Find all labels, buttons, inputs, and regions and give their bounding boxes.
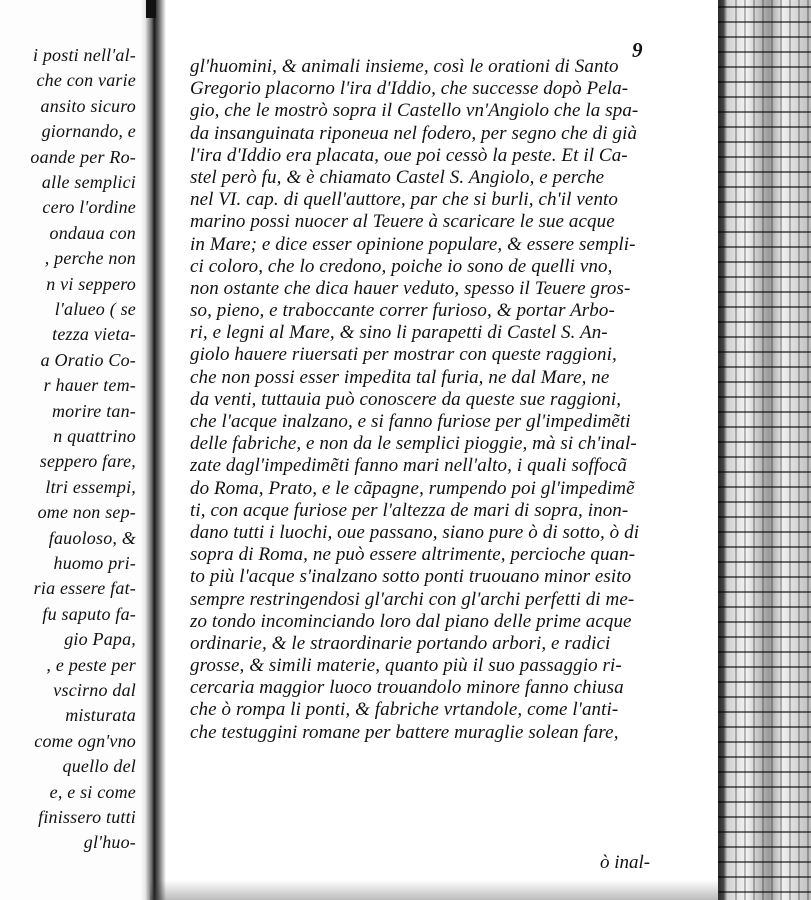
- text-line: ci coloro, che lo credono, poiche io sono de quelli vno,: [190, 255, 613, 277]
- text-line: gl'huomini, & animali insieme, così le orationi di Santo: [190, 56, 619, 77]
- text-line: grosse, & simili materie, quanto più il suo passaggio ri-: [190, 655, 622, 677]
- text-line: ri, e legni al Mare, & sino li parapetti di Castel S. An-: [190, 322, 608, 344]
- text-line: sempre restringendosi gl'archi con gl'archi perfetti di me-: [190, 588, 635, 610]
- left-page-line: fauoloso, &: [48, 527, 136, 548]
- left-page-line: cero l'ordine: [42, 197, 136, 218]
- left-page-line: i posti nell'al-: [32, 45, 136, 65]
- left-page-line: ome non sep-: [37, 502, 136, 523]
- text-line: gio, che le mostrò sopra il Castello vn'Angiolo che la spa-: [190, 100, 639, 122]
- book-gutter: [140, 0, 166, 900]
- text-line: l'ira d'Iddio era placata, oue poi cessò la peste. Et il Ca-: [190, 144, 628, 166]
- text-line: ti, con acque furiose per l'altezza de mari di sopra, inon-: [190, 499, 629, 521]
- left-page-line: huomo pri-: [53, 553, 136, 573]
- page-number: 9: [632, 38, 643, 62]
- left-page-line: ltri essempi,: [45, 476, 136, 497]
- text-line: zate dagl'impedimẽti fanno mari nell'alto, i quali soffocã: [190, 455, 628, 477]
- left-page-line: gio Papa,: [64, 629, 136, 650]
- left-page-line: seppero fare,: [39, 451, 136, 472]
- text-line: non ostante che dica hauer veduto, spesso il Teuere gros-: [190, 277, 631, 299]
- left-page-line: vscirno dal: [53, 680, 136, 700]
- left-page-line: , e peste per: [46, 654, 136, 675]
- text-line: che ò rompa li ponti, & fabriche vrtandole, come l'anti-: [190, 699, 619, 721]
- text-line: sopra di Roma, ne può essere altrimente, percioche quan-: [190, 544, 636, 566]
- left-page-line: ria essere fat-: [33, 578, 136, 599]
- text-line: delle fabriche, e non da le semplici pioggie, mà si ch'inal-: [190, 433, 637, 455]
- left-page-line: alle semplici: [41, 172, 136, 192]
- page-edge-texture: [735, 0, 811, 900]
- text-line: dano tutti i luochi, oue passano, siano pure ò di sotto, ò di: [190, 521, 640, 543]
- left-page-line: quello del: [62, 756, 136, 777]
- left-page-line: , perche non: [44, 248, 136, 269]
- bottom-shadow: [150, 880, 720, 900]
- text-line: stel però fu, & è chiamato Castel S. Angiolo, e perche: [190, 166, 605, 188]
- left-page-line: oande per Ro-: [30, 146, 136, 167]
- text-line: Gregorio placorno l'ira d'Iddio, che successe dopò Pela-: [190, 78, 629, 100]
- left-page-line: finissero tutti: [38, 807, 136, 827]
- left-page: [0, 0, 150, 900]
- left-page-line: a Oratio Co-: [40, 349, 136, 370]
- text-line: zo tondo incominciando loro dal piano delle prime acque: [190, 610, 632, 632]
- text-line: so, pieno, e traboccante correr furioso, & portar Arbo-: [190, 300, 615, 322]
- catchword: ò inal-: [600, 852, 651, 873]
- text-line: da insanguinata riponeua nel fodero, per segno che di già: [190, 122, 638, 144]
- left-page-line: che con varie: [36, 70, 136, 91]
- text-line: cercaria maggior luoco trouandolo minore fanno chiusa: [190, 677, 624, 699]
- left-page-line: ansito sicuro: [40, 95, 136, 116]
- left-page-line: e, e si come: [49, 781, 136, 802]
- left-page-line: come ogn'vno: [34, 730, 136, 751]
- text-line: che testuggini romane per battere muraglie solean fare,: [190, 721, 619, 743]
- left-page-line: n quattrino: [53, 426, 136, 446]
- text-line: che l'acque inalzano, e si fanno furiose per gl'impedimẽti: [190, 411, 631, 432]
- left-page-line: l'alueo ( se: [54, 299, 136, 319]
- text-line: nel VI. cap. di quell'auttore, par che si burli, ch'il vento: [190, 189, 619, 211]
- left-page-line: fu saputo fa-: [42, 603, 136, 624]
- gutter-shadow: [146, 0, 156, 18]
- left-page-line: ondaua con: [49, 222, 136, 243]
- text-line: che non possi esser impedita tal furia, ne dal Mare, ne: [190, 366, 610, 388]
- text-line: giolo hauere riuersati per mostrar con queste raggioni,: [190, 344, 617, 366]
- left-page-line: gl'huo-: [83, 832, 136, 853]
- left-page-line: giornando, e: [41, 121, 136, 142]
- left-page-line: r hauer tem-: [43, 375, 136, 396]
- text-line: ordinarie, & le straordinarie portando arbori, e radici: [190, 632, 611, 654]
- text-line: marino possi nuocer al Teuere à scaricare le sue acque: [190, 211, 615, 233]
- left-page-line: tezza vieta-: [52, 324, 136, 345]
- left-page-line: morire tan-: [51, 400, 136, 421]
- text-line: da venti, tuttauia può conoscere da queste sue raggioni,: [190, 388, 622, 410]
- text-line: to più l'acque s'inalzano sotto ponti truouano minor esito: [190, 566, 632, 588]
- left-page-line: misturata: [65, 705, 136, 726]
- text-line: in Mare; e dice esser opinione populare, & essere sempli-: [190, 233, 636, 255]
- main-text-block: [190, 56, 710, 744]
- left-page-line: n vi seppero: [46, 273, 136, 294]
- text-line: do Roma, Prato, e le cãpagne, rumpendo poi gl'impedimẽ: [190, 477, 635, 499]
